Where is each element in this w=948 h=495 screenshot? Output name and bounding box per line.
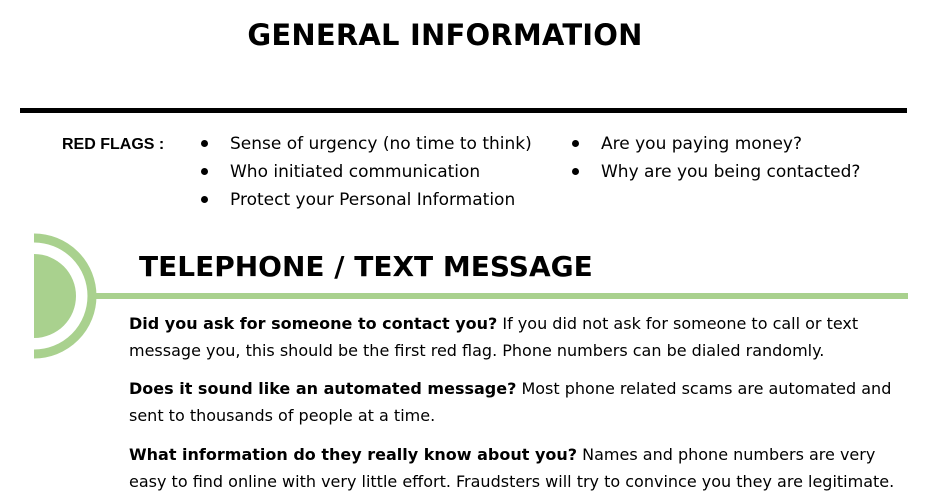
paragraph-lead: Did you ask for someone to contact you? [129, 314, 498, 333]
paragraph [129, 375, 899, 429]
red-flag-item: Protect your Personal Information [230, 190, 532, 218]
red-flag-item: Are you paying money? [601, 134, 860, 162]
paragraph-body: Names and phone numbers are very easy to find online with very little effort. Fraudsters will try to convince you they are legitimate. [129, 445, 895, 491]
red-flags-label: RED FLAGS : [62, 136, 165, 153]
red-flag-item: Who initiated communication [230, 162, 532, 190]
page-title: GENERAL INFORMATION [247, 18, 643, 52]
paragraph-lead: Does it sound like an automated message? [129, 379, 517, 398]
section-title: TELEPHONE / TEXT MESSAGE [139, 250, 593, 283]
paragraph [129, 310, 899, 364]
paragraph-body: If you did not ask for someone to call or text message you, this should be the first red flag. Phone numbers can be dialed randomly. [129, 314, 859, 360]
red-flag-item: Sense of urgency (no time to think) [230, 134, 532, 162]
paragraph [129, 441, 899, 495]
paragraph-lead: What information do they really know about you? [129, 445, 578, 464]
heading-divider [20, 108, 907, 113]
red-flags-list-column-2 [601, 134, 860, 190]
red-flag-item: Why are you being contacted? [601, 162, 860, 190]
paragraph-body: Most phone related scams are automated and sent to thousands of people at a time. [129, 379, 892, 425]
red-flags-list-column-1 [230, 134, 532, 218]
